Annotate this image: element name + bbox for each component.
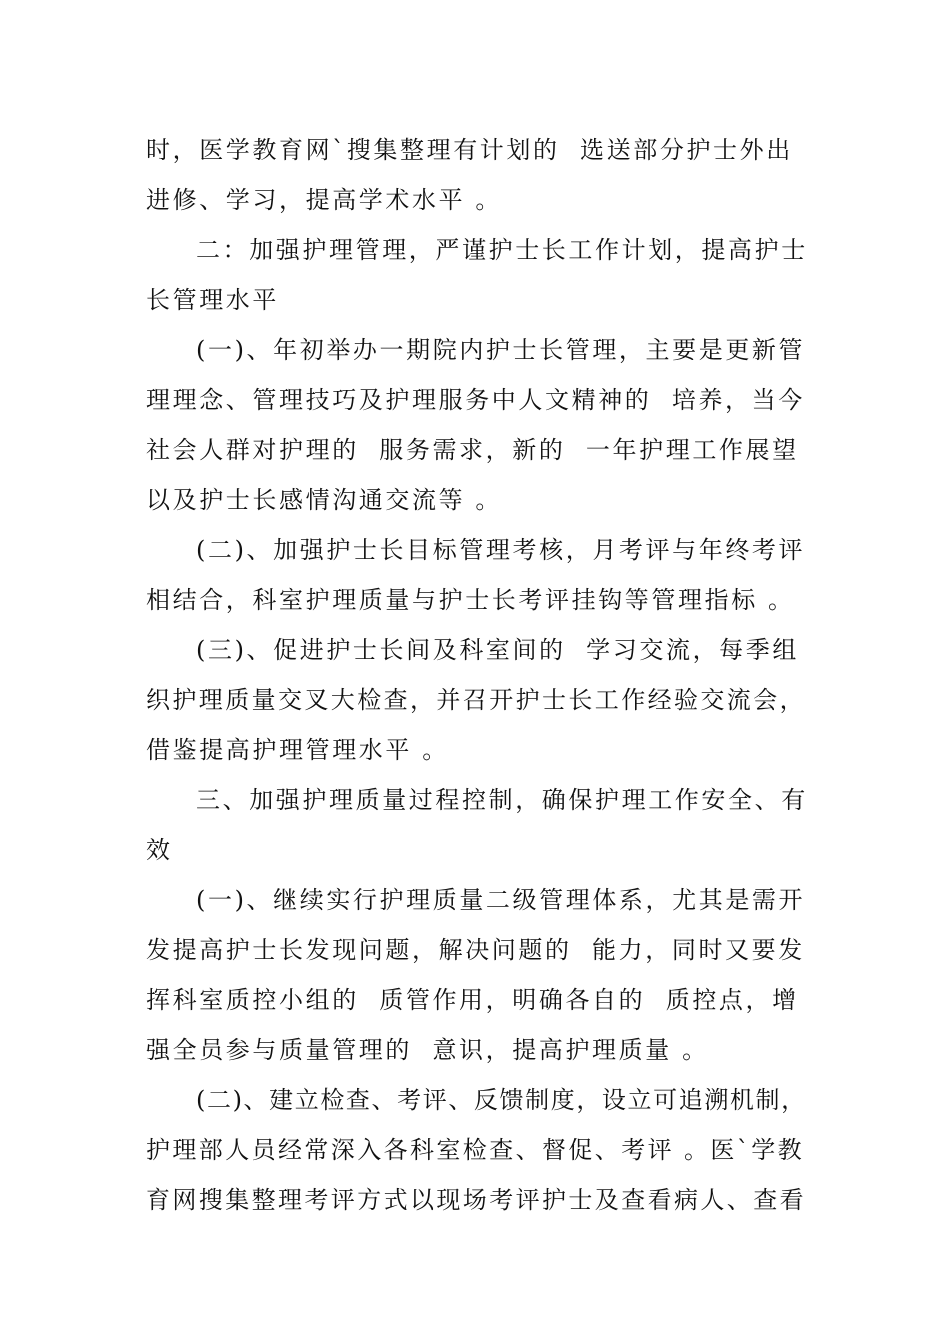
section-heading-2: 二：加强护理管理，严谨护士长工作计划，提高护士 [196,236,808,264]
text-line: 育网搜集整理考评方式以现场考评护士及查看病人、查看 [146,1186,806,1214]
section-heading-2-cont: 长管理水平 [146,286,279,314]
text-line: (一)、年初举办一期院内护士长管理，主要是更新管 [196,336,806,364]
text-line: 强全员参与质量管理的 意识，提高护理质量 。 [146,1036,709,1064]
text-line: (三)、促进护士长间及科室间的 学习交流，每季组 [196,636,799,664]
text-line: 织护理质量交叉大检查，并召开护士长工作经验交流会， [146,686,806,714]
text-line: 借鉴提高护理管理水平 。 [146,736,449,764]
text-line: 进修、学习，提高学术水平 。 [146,186,503,214]
text-line: (二)、建立检查、考评、反馈制度，设立可追溯机制， [196,1086,807,1114]
text-line: 理理念、管理技巧及护理服务中人文精神的 培养，当今 [146,386,805,414]
text-line: 发提高护士长发现问题，解决问题的 能力，同时又要发 [146,936,805,964]
text-line: 社会人群对护理的 服务需求，新的 一年护理工作展望 [146,436,799,464]
section-heading-3: 三、加强护理质量过程控制，确保护理工作安全、有 [196,786,808,814]
text-line: 以及护士长感情沟通交流等 。 [146,486,503,514]
text-line: 护理部人员经常深入各科室检查、督促、考评 。医`学教 [146,1136,805,1164]
section-heading-3-cont: 效 [146,836,173,864]
text-line: 挥科室质控小组的 质管作用，明确各自的 质控点，增 [146,986,799,1014]
text-line: (一)、继续实行护理质量二级管理体系，尤其是需开 [196,886,806,914]
text-line: (二)、加强护士长目标管理考核，月考评与年终考评 [196,536,806,564]
text-line: 时，医学教育网`搜集整理有计划的 选送部分护士外出 [146,136,793,164]
text-line: 相结合，科室护理质量与护士长考评挂钩等管理指标 。 [146,586,795,614]
